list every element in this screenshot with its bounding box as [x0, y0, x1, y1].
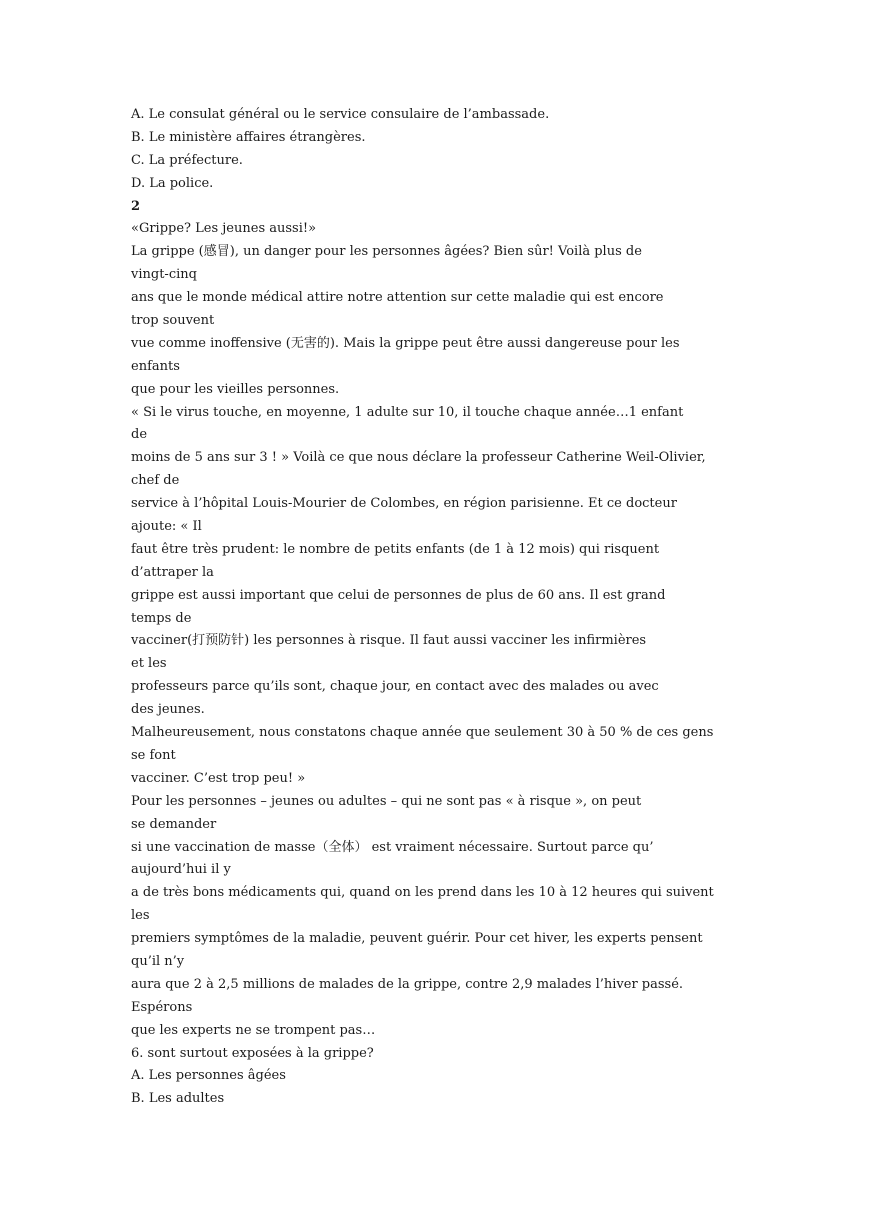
article-line: « Si le virus touche, en moyenne, 1 adulte sur 10, il touche chaque année…1 enfant: [131, 404, 684, 420]
article-line: vacciner(打预防针) les personnes à risque. Il faut aussi vacciner les infirmières: [131, 633, 647, 649]
article-line: que pour les vieilles personnes.: [131, 381, 340, 397]
article-title: «Grippe? Les jeunes aussi!»: [131, 221, 317, 237]
article-line: et les: [131, 656, 167, 672]
article-line: La grippe (感冒), un danger pour les personnes âgées? Bien sûr! Voilà plus de: [131, 244, 642, 260]
option-d: D. La police.: [131, 175, 214, 191]
article-line: de: [131, 427, 148, 443]
article-line: ajoute: « Il: [131, 519, 202, 535]
article-body: [131, 241, 743, 1042]
option-c: C. La préfecture.: [131, 152, 243, 168]
article-line: enfants: [131, 358, 180, 374]
document-page: [131, 104, 743, 1111]
article-line: chef de: [131, 473, 180, 489]
question-option-a: A. Les personnes âgées: [131, 1068, 286, 1084]
article-line: faut être très prudent: le nombre de petits enfants (de 1 à 12 mois) qui risquent: [131, 541, 660, 557]
article-line: les: [131, 908, 150, 924]
article-line: qu’il n’y: [131, 953, 185, 969]
article-line: vingt-cinq: [131, 267, 197, 283]
article-line: temps de: [131, 610, 192, 626]
article-line: moins de 5 ans sur 3 ! » Voilà ce que nous déclare la professeur Catherine Weil-Olivier,: [131, 450, 706, 466]
question-option-b: B. Les adultes: [131, 1091, 225, 1107]
article-line: grippe est aussi important que celui de personnes de plus de 60 ans. Il est grand: [131, 587, 666, 603]
article-line: Pour les personnes – jeunes ou adultes – qui ne sont pas « à risque », on peut: [131, 793, 642, 809]
option-a: A. Le consulat général ou le service consulaire de l’ambassade.: [131, 107, 550, 122]
article-line: que les experts ne se trompent pas…: [131, 1022, 376, 1038]
article-line: aura que 2 à 2,5 millions de malades de la grippe, contre 2,9 malades l’hiver passé.: [131, 976, 684, 992]
article-line: Malheureusement, nous constatons chaque année que seulement 30 à 50 % de ces gens: [131, 725, 714, 741]
option-b: B. Le ministère affaires étrangères.: [131, 129, 366, 145]
article-line: a de très bons médicaments qui, quand on les prend dans les 10 à 12 heures qui suivent: [131, 885, 714, 901]
article-line: si une vaccination de masse（全体） est vraiment nécessaire. Surtout parce qu’: [131, 839, 654, 855]
question-text: 6. sont surtout exposées à la grippe?: [131, 1045, 374, 1061]
article-line: vacciner. C’est trop peu! »: [131, 770, 306, 786]
article-line: d’attraper la: [131, 564, 214, 580]
article-line: se demander: [131, 816, 217, 832]
article-line: trop souvent: [131, 313, 215, 329]
article-line: Espérons: [131, 999, 193, 1015]
article-line: service à l’hôpital Louis-Mourier de Colombes, en région parisienne. Et ce docteur: [131, 496, 677, 512]
previous-question-options: [131, 104, 743, 196]
article: [131, 218, 743, 1042]
article-line: se font: [131, 747, 176, 763]
article-line: des jeunes.: [131, 702, 205, 718]
question-6: [131, 1043, 743, 1112]
article-line: premiers symptômes de la maladie, peuvent guérir. Pour cet hiver, les experts pensent: [131, 931, 703, 947]
section-number: 2: [131, 198, 141, 214]
article-line: vue comme inoffensive (无害的). Mais la grippe peut être aussi dangereuse pour les: [131, 335, 680, 351]
article-line: aujourd’hui il y: [131, 862, 231, 878]
article-line: ans que le monde médical attire notre attention sur cette maladie qui est encore: [131, 290, 664, 306]
article-line: professeurs parce qu’ils sont, chaque jour, en contact avec des malades ou avec: [131, 679, 659, 695]
